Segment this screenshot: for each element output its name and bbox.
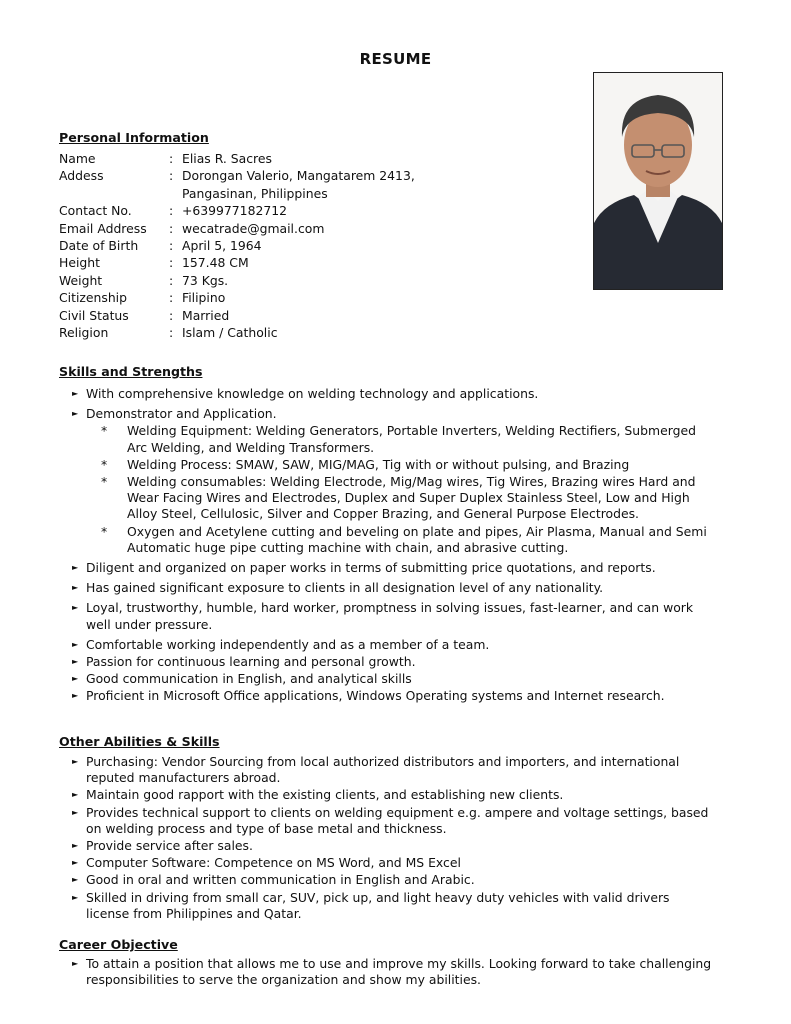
- list-item: ► Passion for continuous learning and personal growth.: [72, 654, 712, 670]
- info-value: Islam / Catholic: [182, 325, 278, 341]
- info-value: Filipino: [182, 290, 226, 306]
- career-objective-heading: Career Objective: [59, 937, 178, 952]
- info-value: wecatrade@gmail.com: [182, 220, 325, 236]
- list-item: ► Diligent and organized on paper works in terms of submitting price quotations, and reports.: [72, 560, 712, 576]
- info-colon: :: [169, 307, 174, 323]
- personal-info-heading: Personal Information: [59, 130, 209, 145]
- info-label: Height: [59, 255, 100, 271]
- career-objective-list: [72, 956, 712, 989]
- list-item: ► Skilled in driving from small car, SUV, pick up, and light heavy duty vehicles with valid drivers license from Philippines and Qatar.: [72, 890, 712, 922]
- info-value: Dorongan Valerio, Mangatarem 2413, Pangasinan, Philippines: [182, 168, 415, 201]
- info-label: Date of Birth: [59, 238, 139, 254]
- list-item: ► Purchasing: Vendor Sourcing from local authorized distributors and importers, and international reputed manufacturers abroad.: [72, 754, 712, 786]
- info-colon: :: [169, 272, 174, 288]
- list-item: ► Proficient in Microsoft Office applications, Windows Operating systems and Internet research.: [72, 688, 712, 704]
- resume-title: RESUME: [359, 50, 432, 68]
- info-row-citizenship: [59, 289, 442, 306]
- other-abilities-heading: Other Abilities & Skills: [59, 734, 220, 749]
- info-label: Citizenship: [59, 290, 127, 306]
- info-label: Civil Status: [59, 307, 129, 323]
- personal-info-table: [59, 150, 442, 341]
- info-colon: :: [169, 255, 174, 271]
- info-row-address: [59, 167, 442, 202]
- list-item: ► Has gained significant exposure to clients in all designation level of any nationality.: [72, 580, 712, 596]
- skills-heading: Skills and Strengths: [59, 364, 203, 379]
- list-item: ► Good in oral and written communication in English and Arabic.: [72, 872, 712, 888]
- list-item: ► Computer Software: Competence on MS Word, and MS Excel: [72, 855, 712, 871]
- list-item: ► Provides technical support to clients on welding equipment e.g. ampere and voltage settings, based on welding process and type of base metal and thickness.: [72, 805, 712, 837]
- other-abilities-list: [72, 754, 712, 923]
- sub-item: * Welding consumables: Welding Electrode, Mig/Mag wires, Tig Wires, Brazing wires Hard and Wear Facing Wires and Electrodes, Duplex and Super Duplex Stainless Steel, Low and High Alloy Steel, Cellulosic, Silver and Copper Brazing, and General Purpose Electrodes.: [127, 474, 712, 523]
- portrait-icon: [594, 73, 722, 289]
- info-row-name: [59, 150, 442, 167]
- sub-item: * Welding Equipment: Welding Generators, Portable Inverters, Welding Rectifiers, Submerged Arc Welding, and Welding Transformers.: [127, 423, 712, 455]
- info-row-civil-status: [59, 307, 442, 324]
- info-row-dob: [59, 237, 442, 254]
- info-value: Elias R. Sacres: [182, 151, 272, 166]
- demonstration-sublist: [86, 423, 712, 556]
- list-item: ► Provide service after sales.: [72, 838, 712, 854]
- info-label: Weight: [59, 272, 103, 288]
- list-item: ► Loyal, trustworthy, humble, hard worker, promptness in solving issues, fast-learner, and can work well under pressure.: [72, 600, 712, 632]
- info-label: Contact No.: [59, 203, 132, 219]
- info-colon: :: [169, 290, 174, 306]
- info-value: April 5, 1964: [182, 238, 262, 254]
- info-row-religion: [59, 324, 442, 341]
- list-item: ► Demonstrator and Application. * Welding Equipment: Welding Generators, Portable Inverters, Welding Rectifiers, Submerged Arc Welding, and Welding Transformers. * Welding Process: SMAW, SAW, MIG/MAG, Tig with or without pulsing, and Brazing * Welding consumables: Welding Electrode, Mig/Mag wires, Tig Wires, Brazing wires Hard and Wear Facing Wires and Electrodes, Duplex and Super Duplex Stainless Steel, Low and High Alloy Steel, Cellulosic, Silver and Copper Brazing, and General Purpose Electrodes. * Oxygen and Acetylene cutting and beveling on plate and pipes, Air Plasma, Manual and Semi Automatic huge pipe cutting machine with chain, and abrasive cutting.: [72, 406, 712, 556]
- info-colon: :: [169, 238, 174, 254]
- info-value: +639977182712: [182, 203, 287, 219]
- info-label: Name: [59, 151, 96, 166]
- info-row-email: [59, 220, 442, 237]
- sub-item: * Oxygen and Acetylene cutting and beveling on plate and pipes, Air Plasma, Manual and Semi Automatic huge pipe cutting machine with chain, and abrasive cutting.: [127, 524, 712, 556]
- info-colon: :: [169, 220, 174, 236]
- skills-list: [72, 386, 712, 706]
- info-label: Email Address: [59, 220, 147, 236]
- list-item: ► To attain a position that allows me to use and improve my skills. Looking forward to take challenging responsibilities to serve the organization and show my abilities.: [72, 956, 712, 988]
- list-item: ► Comfortable working independently and as a member of a team.: [72, 637, 712, 653]
- list-item: ► With comprehensive knowledge on welding technology and applications.: [72, 386, 712, 402]
- info-row-height: [59, 254, 442, 271]
- info-value: 157.48 CM: [182, 255, 249, 271]
- info-label: Religion: [59, 325, 109, 341]
- list-item: ► Good communication in English, and analytical skills: [72, 671, 712, 687]
- info-colon: :: [169, 151, 174, 166]
- info-row-weight: [59, 272, 442, 289]
- info-label: Addess: [59, 168, 104, 184]
- info-value: 73 Kgs.: [182, 272, 229, 288]
- info-colon: :: [169, 325, 174, 341]
- info-row-contact: [59, 202, 442, 219]
- info-colon: :: [169, 203, 174, 219]
- portrait-photo: [593, 72, 723, 290]
- list-item: ► Maintain good rapport with the existing clients, and establishing new clients.: [72, 787, 712, 803]
- info-colon: :: [169, 168, 174, 184]
- sub-item: * Welding Process: SMAW, SAW, MIG/MAG, Tig with or without pulsing, and Brazing: [127, 457, 712, 473]
- info-value: Married: [182, 307, 230, 323]
